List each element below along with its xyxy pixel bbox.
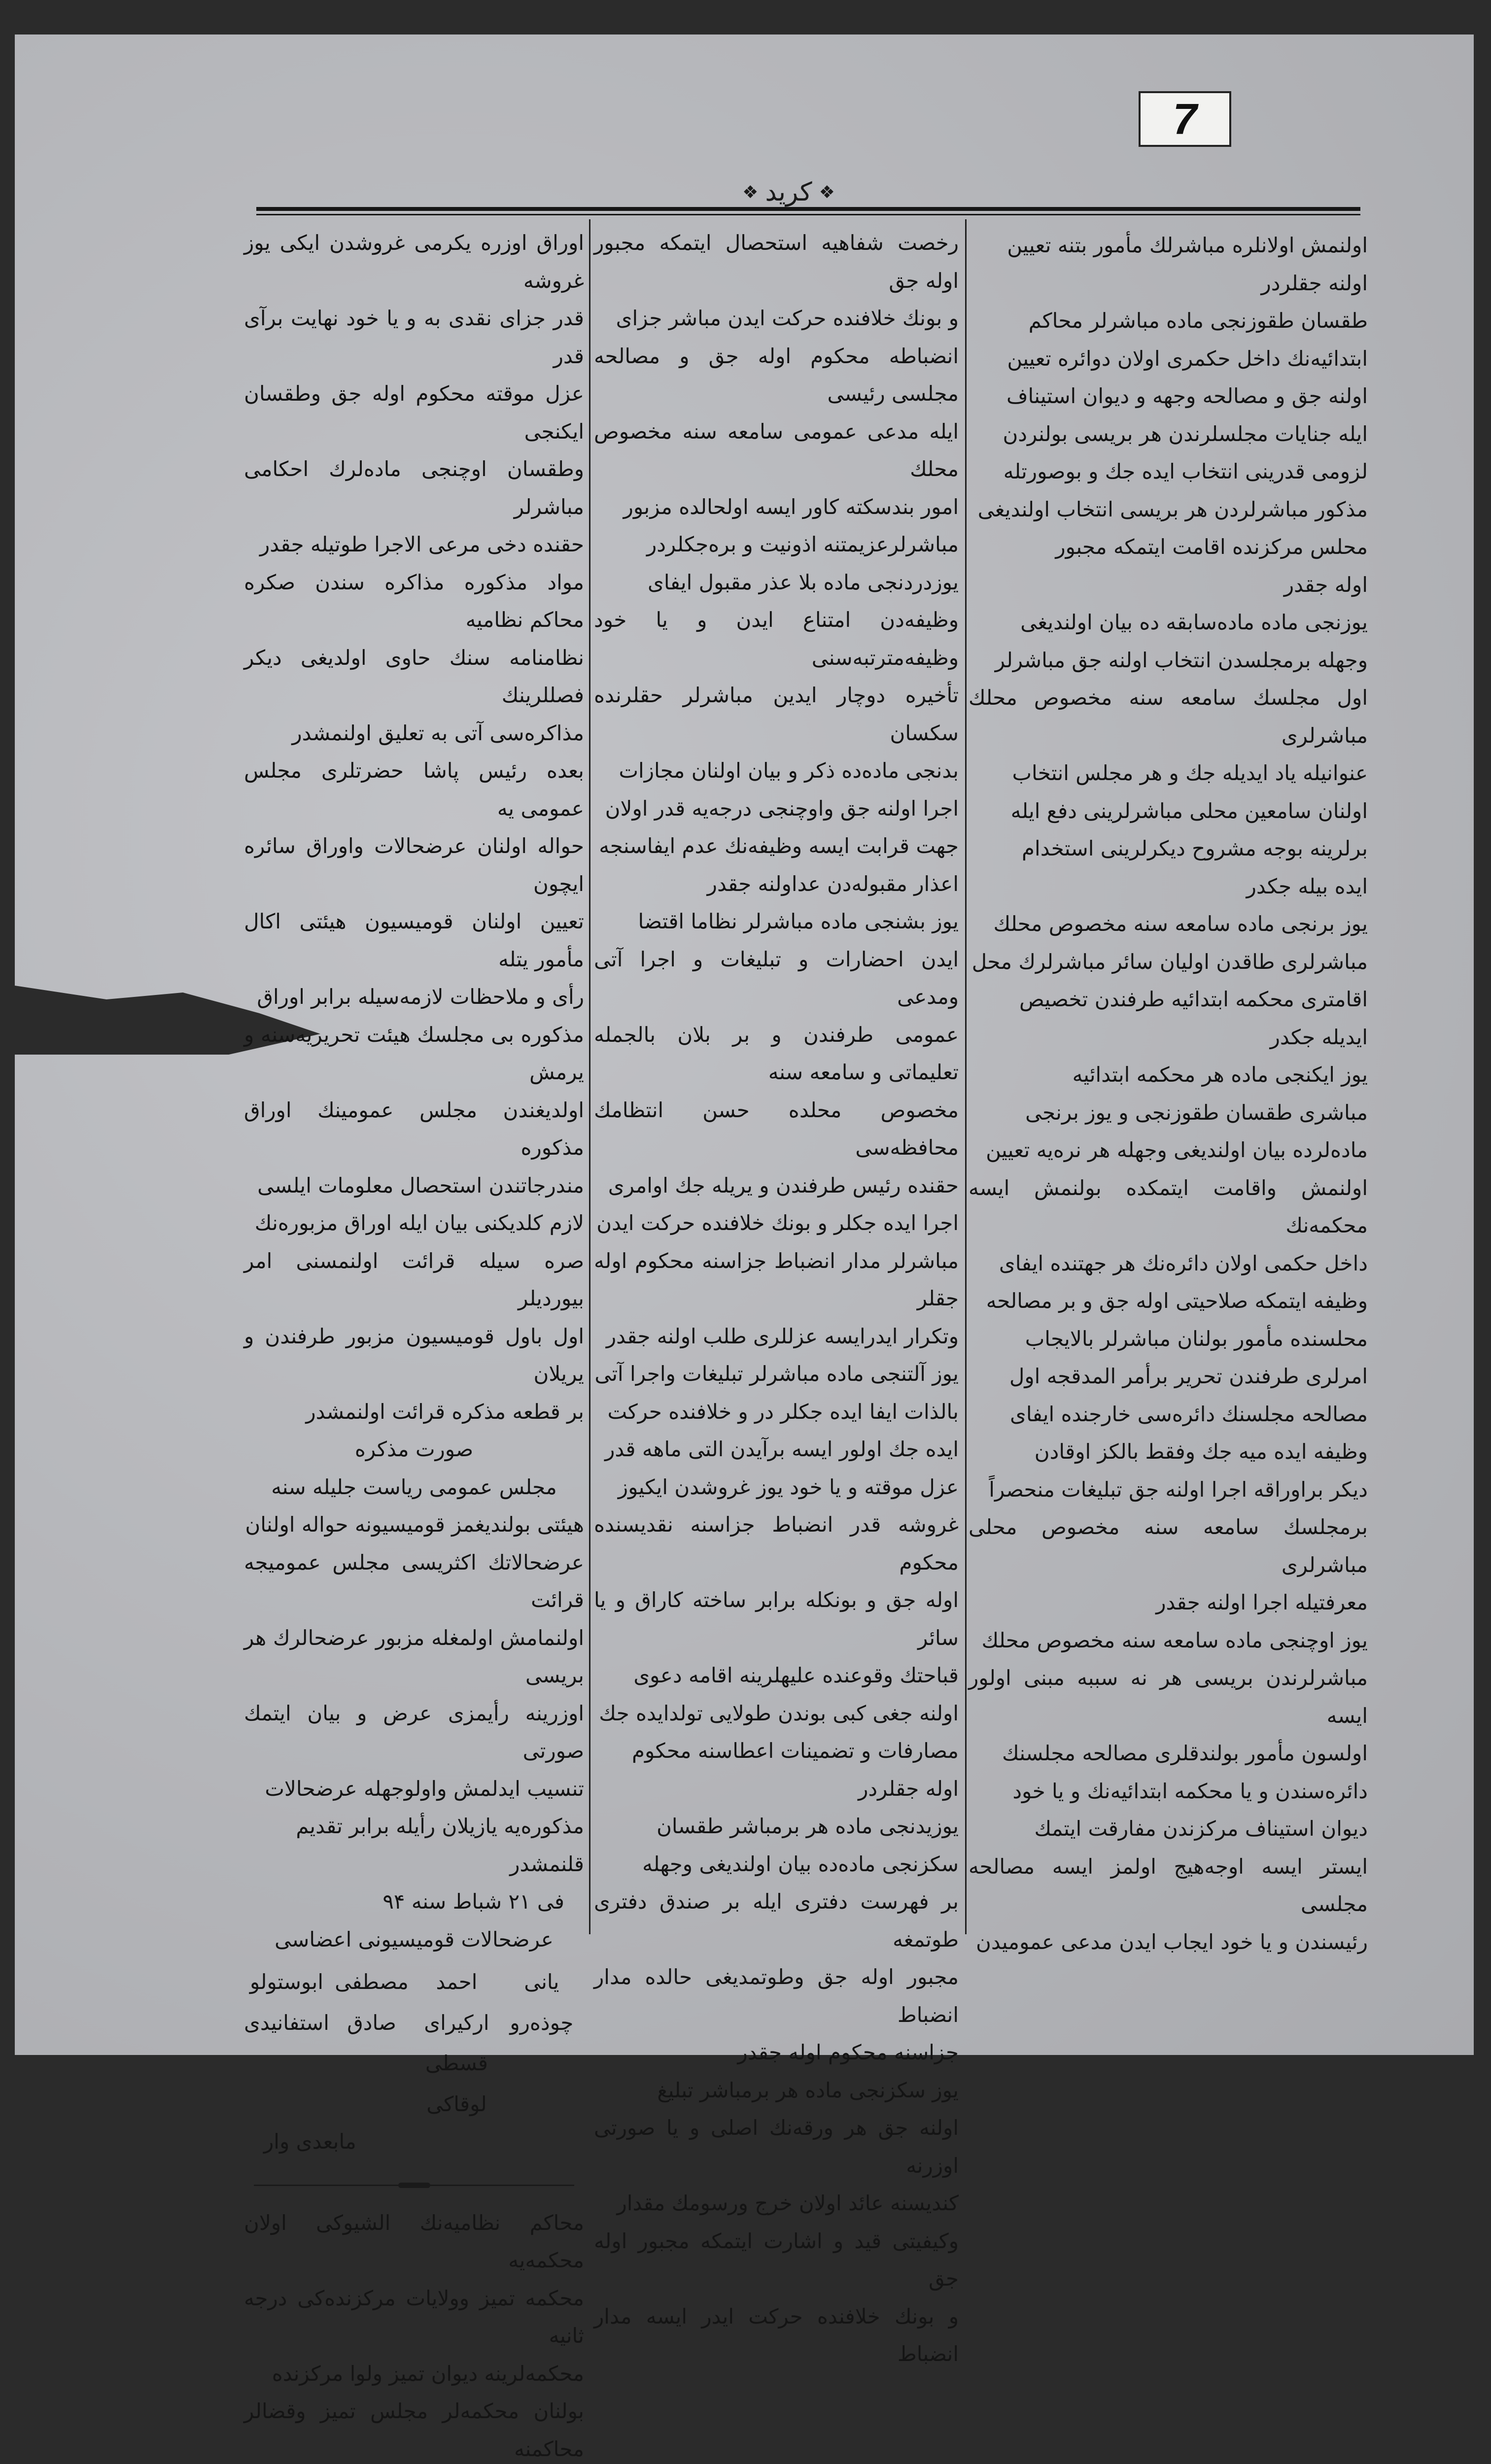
text-line: عنوانيله ياد ایدیله جك و هر مجلس انتخاب — [969, 754, 1368, 792]
text-line: و بونك خلافنده حركت ايدن مباشر جزای — [594, 300, 959, 338]
text-line: يوز سكزنجی ماده هر برمباشر تبليغ — [594, 2072, 959, 2110]
text-line: دائره‌سندن و یا محكمه ابتدائیه‌نك و یا خود — [969, 1773, 1368, 1811]
text-line: لزومی قدرینی انتخاب ایده جك و بوصورتله — [969, 453, 1368, 491]
text-line: اوله جقلردر — [594, 1770, 959, 1808]
text-line: وظیفه ایده میه جك وفقط بالكز اوقادن — [969, 1433, 1368, 1471]
column-left-top — [244, 224, 584, 1431]
text-line: برلرینه بوجه مشروح دیكرلرینی استخدام — [969, 830, 1368, 868]
text-line: ايله جنايات مجلسلرندن هر بريسی بولنردن — [969, 415, 1368, 453]
text-line: ماده‌لرده بيان اولندیغی وجهله هر نره‌یه تعيين — [969, 1131, 1368, 1169]
text-line: يوزیدنجی ماده هر برمباشر طقسان — [594, 1808, 959, 1846]
text-line: حقنده دخی مرعی الاجرا طوتیله جقدر — [244, 526, 584, 564]
text-line: مصارفات و تضمينات اعطاسنه محكوم — [594, 1732, 959, 1770]
text-line: ايله مدعی عمومی سامعه سنه مخصوص محلك — [594, 413, 959, 488]
text-line: عزل موقته محكوم اوله جق وطقسان ایكنجی — [244, 375, 584, 450]
text-line: و بونك خلافنده حركت ايدر ايسه مدار انضباط — [594, 2298, 959, 2373]
text-line: بر قطعه مذكره قرائت اولنمشدر — [244, 1393, 584, 1431]
memo-subheading: مجلس عمومی رياست جليله سنه — [244, 1469, 584, 1506]
text-line: بعده رئيس پاشا حضرتلری مجلس عمومی یه — [244, 752, 584, 827]
memo-line: عرضحالاتك اكثريسی مجلس عموميجه قرائت — [244, 1544, 584, 1619]
text-line: مندرجاتندن استحصال معلومات ايلسی — [244, 1167, 584, 1205]
ornament-icon: ❖ — [819, 182, 835, 203]
text-line: صره سیله قرائت اولنمسنی امر بيوردیلر — [244, 1242, 584, 1318]
text-line: وتكرار ایدرایسه عزللری طلب اولنه جقدر — [594, 1318, 959, 1356]
text-line: يوز اوچنجی ماده سامعه سنه مخصوص محلك — [969, 1622, 1368, 1660]
text-line: اوراق اوزره یكرمی غروشدن ايكی يوز غروشه — [244, 224, 584, 300]
column-divider — [965, 219, 967, 1934]
member-name: صادق — [329, 2004, 414, 2042]
text-line: مصالحه مجلسنك دائره‌سی خارجنده ایفای — [969, 1396, 1368, 1434]
member-name: اركيرای — [414, 2004, 499, 2042]
text-line: مباشرلری طاقدن اولیان سائر مباشرلرك محل — [969, 943, 1368, 981]
text-line: امرلری طرفندن تحریر برأمر المدقجه اول — [969, 1358, 1368, 1396]
text-line: اولنان سامعین محلی مباشرلرینی دفع ایله — [969, 792, 1368, 830]
text-line: محكمه تمیز وولايات مركزنده‌كی درجه ثانیه — [244, 2280, 584, 2355]
text-line: بر فهرست دفتری ايله بر صندق دفتری طوتمغه — [594, 1883, 959, 1958]
text-line: بولنان محكمه‌لر مجلس تمیز وقضالر محاكمنه — [244, 2393, 584, 2464]
text-line: اولنمش واقامت ایتمكده بولنمش ایسه محكمه‌نك — [969, 1169, 1368, 1245]
masthead — [690, 175, 887, 209]
member-name: احمد — [414, 1963, 499, 2001]
text-line: يوز ایكنجی ماده هر محكمه ابتدائیه — [969, 1056, 1368, 1094]
text-line: يوز آلتنجی ماده مباشرلر تبليغات واجرا آتی — [594, 1355, 959, 1393]
text-line: اولسون مأمور بولندقلری مصالحه مجلسنك — [969, 1735, 1368, 1773]
to-be-continued: مابعدی وار — [244, 2123, 584, 2161]
text-line: ایده بيله جكدر — [969, 868, 1368, 906]
text-line: اجرا ايده جكلر و بونك خلافنده حركت ايدن — [594, 1204, 959, 1242]
text-line: اوله جق و بونكله برابر ساخته كاراق و یا سائر — [594, 1581, 959, 1657]
text-line: اولدیغندن مجلس عمومينك اوراق مذكوره — [244, 1092, 584, 1167]
section-divider — [254, 2181, 574, 2190]
text-line: مباشرلرندن بريسی هر نه سببه مبنی اولور ایسه — [969, 1659, 1368, 1735]
text-line: مواد مذكوره مذاكره سندن صكره محاكم نظاميه — [244, 564, 584, 639]
text-line: حقنده رئيس طرفندن و يريله جك اوامری — [594, 1167, 959, 1205]
text-line: اولنه جق هر ورقه‌نك اصلی و یا صورتی اوزرنه — [594, 2109, 959, 2185]
text-line: يوزنجی ماده ماده‌سابقه ده بيان اولندیغی — [969, 604, 1368, 642]
text-line: محلس مركزنده اقامت ایتمكه مجبور — [969, 528, 1368, 566]
commission-title: عرضحالات قوميسيونی اعضاسی — [244, 1921, 584, 1959]
text-line: داخل حكمی اولان دائره‌نك هر جهتنده ایفای — [969, 1245, 1368, 1283]
column-left-bottom — [244, 2204, 584, 2464]
memo-line: مذكوره‌يه يازيلان رأيله برابر تقديم — [244, 1808, 584, 1846]
memo-line: قلنمشدر — [244, 1846, 584, 1883]
text-line: تأخیره دوچار ایدين مباشرلر حقلرنده سكسان — [594, 677, 959, 752]
text-line: مذكور مباشرلردن هر بریسی انتخاب اولندیغی — [969, 491, 1368, 529]
text-line: مباشرلرعزيمتنه اذونيت و بره‌جكلردر — [594, 526, 959, 564]
masthead-title: کرید — [765, 177, 812, 207]
text-line: اولنمش اولانلره مباشرلك مأمور بتنه تعيين — [969, 227, 1368, 265]
memo-line: تنسيب ایدلمش واولوجهله عرضحالات — [244, 1770, 584, 1808]
text-line: اعذار مقبوله‌دن عداولنه جقدر — [594, 865, 959, 903]
text-line: جهت قرابت ایسه وظیفه‌نك عدم ایفاسنجه — [594, 827, 959, 865]
member-name: لوقاكی — [414, 2086, 499, 2123]
text-line: ابتدائیه‌نك داخل حكمری اولان دوائره تعيين — [969, 340, 1368, 378]
column-divider — [589, 219, 590, 1934]
text-line: سكزنجی ماده‌ده بيان اولندیغی وجهله — [594, 1846, 959, 1883]
text-line: حواله اولنان عرضحالات واوراق سائره ايچون — [244, 827, 584, 903]
text-line: مباشرلر مدار انضباط جزاسنه محكوم اوله جقلر — [594, 1242, 959, 1318]
header-rule-thin — [256, 214, 1360, 215]
member-name: ابوستولو — [244, 1963, 329, 2001]
text-line: عمومی طرفندن و بر بلان بالجمله تعليماتی و سامعه سنه — [594, 1016, 959, 1092]
header-rule — [256, 207, 1360, 211]
text-line: وظیفه ایتمكه صلاحیتی اوله جق و بر مصالحه — [969, 1282, 1368, 1320]
text-line: رخصت شفاهیه استحصال ایتمكه مجبور اوله جق — [594, 224, 959, 300]
text-line: وجهله برمجلسدن انتخاب اولنه جق مباشرلر — [969, 642, 1368, 680]
text-line: معرفتیله اجرا اولنه جقدر — [969, 1584, 1368, 1622]
text-line: اولنه جقلردر — [969, 265, 1368, 303]
text-line: لازم كلدیكنی بيان ايله اوراق مزبوره‌نك — [244, 1204, 584, 1242]
text-line: نظامنامه سنك حاوی اولدیغی دیكر فصللرینك — [244, 639, 584, 715]
text-line: مخصوص محلده حسن انتظامك محافظه‌سی — [594, 1092, 959, 1167]
member-name: قسطی — [414, 2045, 499, 2083]
text-line: دیكر براوراقه اجرا اولنه جق تبلیغات منحصراً — [969, 1471, 1368, 1509]
text-line: جزاسنه محكوم اوله جقدر — [594, 2034, 959, 2072]
text-line: اقامتری محكمه ابتدائیه طرفندن تخصیص — [969, 981, 1368, 1019]
text-line: برمجلسك سامعه سنه مخصوص محلی مباشرلری — [969, 1508, 1368, 1584]
text-line: ايدن احضارات و تبليغات و اجرا آتی ومدعی — [594, 941, 959, 1016]
text-line: يوز برنجی ماده سامعه سنه مخصوص محلك — [969, 905, 1368, 943]
memo-date: فی ۲۱ شباط سنه ۹۴ — [244, 1883, 584, 1921]
text-line: اول باول قوميسيون مزبور طرفندن و يريلان — [244, 1318, 584, 1393]
text-line: قباحتك وقوعنده علیهلرینه اقامه دعوی — [594, 1657, 959, 1695]
text-line: قدر جزای نقدی به و یا خود نهایت برآی قدر — [244, 300, 584, 375]
text-line: يوز بشنجی ماده مباشرلر نظاما اقتضا — [594, 903, 959, 941]
column-middle — [594, 224, 959, 2373]
text-line: مذاكره‌سی آتی به تعليق اولنمشدر — [244, 715, 584, 753]
text-line: تعيين اولنان قوميسيون هيئتی اكال مأمور يتله — [244, 903, 584, 978]
text-line: وكيفيتی قيد و اشارت ايتمكه مجبور اوله جق — [594, 2223, 959, 2298]
page-number: 7 — [1139, 91, 1231, 147]
memo-body — [244, 1506, 584, 1883]
member-name: چوذه‌رو — [499, 2004, 584, 2042]
text-line: انضباطه محكوم اوله جق و مصالحه مجلسی رئیسی — [594, 338, 959, 413]
column-right — [969, 227, 1368, 1961]
text-line: اولنه جق و مصالحه وجهه و دیوان استيناف — [969, 377, 1368, 415]
text-line: يوزدردنجی ماده بلا عذر مقبول ایفای — [594, 564, 959, 602]
member-name: يانی — [499, 1963, 584, 2001]
text-line: مذكوره بی مجلسك هيئت تحريريه‌سنه و يرمش — [244, 1016, 584, 1092]
text-line: بدنجی ماده‌ده ذكر و بيان اولنان مجازات — [594, 752, 959, 790]
text-line: رأی و ملاحظات لازمه‌سیله برابر اوراق — [244, 978, 584, 1016]
text-line: ايده جك اولور ایسه برآیدن التی ماهه قدر — [594, 1431, 959, 1469]
text-line: غروشه قدر انضباط جزاسنه نقدیسنده محكوم — [594, 1506, 959, 1581]
text-line: ایدیله جكدر — [969, 1019, 1368, 1057]
text-line: اجرا اولنه جق واوچنجی درجه‌یه قدر اولان — [594, 790, 959, 828]
text-line: رئيسندن و یا خود ايجاب ايدن مدعی عمومیدن — [969, 1923, 1368, 1961]
text-line: محاكم نظاميه‌نك الشيوكی اولان محكمه‌یه — [244, 2204, 584, 2280]
memo-line: اوزرینه رأيمزی عرض و بيان ايتمك صورتی — [244, 1695, 584, 1770]
text-line: مجبور اوله جق وطوتمدیغی حالده مدار انضباط — [594, 1958, 959, 2034]
text-line: محلسنده مأمور بولنان مباشرلر بالایجاب — [969, 1320, 1368, 1358]
text-line: طقسان طقوزنجی ماده مباشرلر محاكم — [969, 302, 1368, 340]
text-line: محكمه‌لرینه دیوان تمیز ولوا مركزنده — [244, 2355, 584, 2393]
text-line: عزل موقته و یا خود يوز غروشدن ایكیوز — [594, 1469, 959, 1506]
text-line: اولنه جغی كبی بوندن طولايی تولدایده جك — [594, 1695, 959, 1733]
memo-line: هيئتی بولندیغمز قوميسيونه حواله اولنان — [244, 1506, 584, 1544]
text-line: بالذات ایفا ایده جكلر در و خلافنده حركت — [594, 1393, 959, 1431]
text-line: دیوان استيناف مركزندن مفارقت ایتمك — [969, 1810, 1368, 1848]
text-line: اول مجلسك سامعه سنه مخصوص محلك مباشرلری — [969, 679, 1368, 754]
member-name: استفانیدی — [244, 2004, 329, 2042]
text-line: ایستر ایسه اوجه‌هيج اولمز ایسه مصالحه مجلسی — [969, 1848, 1368, 1923]
text-line: وطقسان اوچنجی ماده‌لرك احكامی مباشرلر — [244, 450, 584, 526]
text-line: امور بندسكته كاور ايسه اولحالده مزبور — [594, 488, 959, 526]
text-line: اوله جقدر — [969, 566, 1368, 604]
memo-line: اولنمامش اولمغله مزبور عرضحالرك هر بريسی — [244, 1619, 584, 1695]
text-line: وظیفه‌دن امتناع ایدن و یا خود وظیفه‌مترتبه‌سنی — [594, 601, 959, 677]
ornament-icon: ❖ — [742, 182, 758, 203]
member-name: مصطفی — [329, 1963, 414, 2001]
text-line: كندیسنه عائد اولان خرج ورسومك مقدار — [594, 2185, 959, 2223]
memo-heading: صورت مذكره — [244, 1431, 584, 1469]
text-line: مباشری طقسان طقوزنجی و يوز برنجی — [969, 1094, 1368, 1132]
commission-members — [244, 1963, 584, 2123]
column-left — [244, 224, 584, 2464]
